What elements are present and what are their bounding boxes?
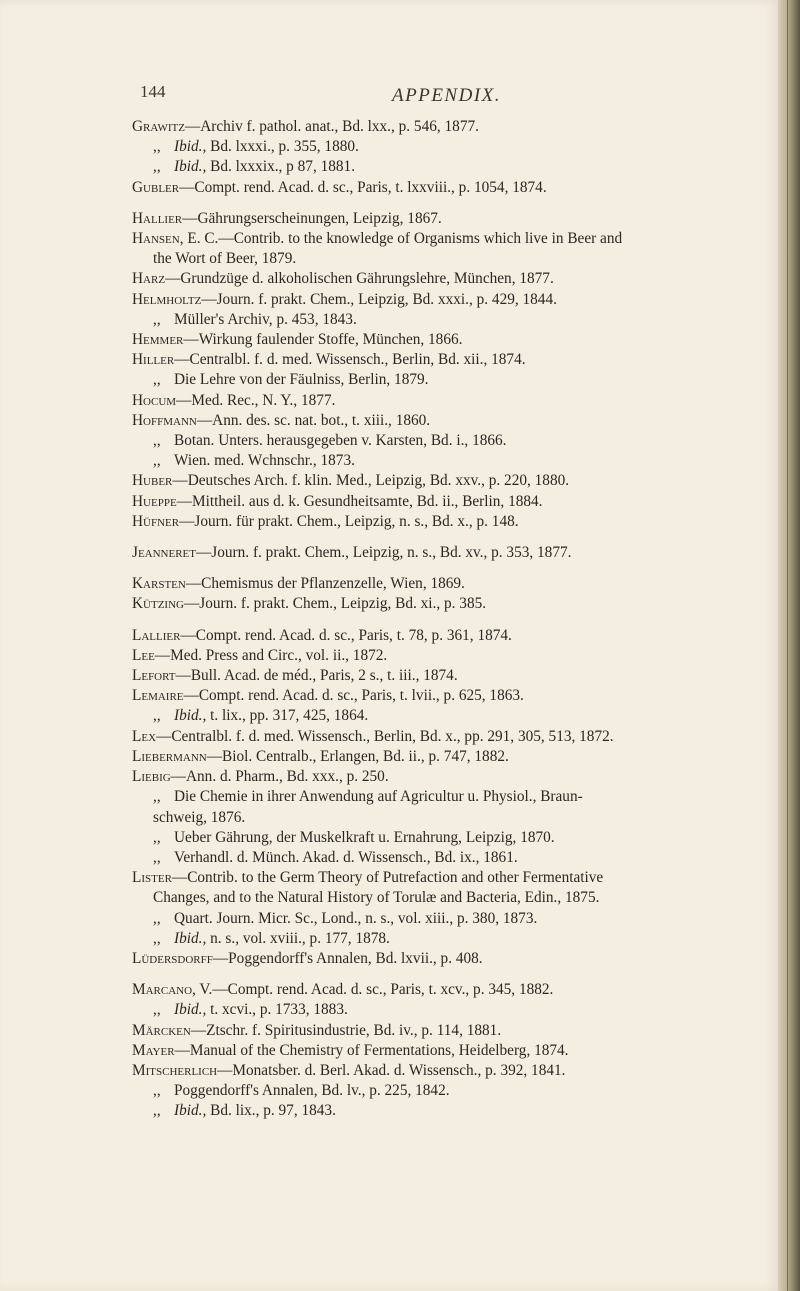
author-name: Gubler xyxy=(132,178,180,196)
entry-text: t. xcvi., p. 1733, 1883. xyxy=(206,1001,348,1019)
entry-text: —Monatsber. d. Berl. Akad. d. Wissensch., p. 392, 1841. xyxy=(217,1061,566,1079)
bibliography-entry xyxy=(0,229,780,249)
entry-text: —Gährungserscheinungen, Leipzig, 1867. xyxy=(182,209,442,227)
author-name: Liebermann xyxy=(132,747,207,765)
entry-text: —Compt. rend. Acad. d. sc., Paris, t. lxxviii., p. 1054, 1874. xyxy=(179,178,547,196)
continuation-entry xyxy=(0,157,780,177)
bibliography-entry xyxy=(0,471,780,491)
ditto-mark: ,, xyxy=(153,828,161,846)
entry-text: —Poggendorff's Annalen, Bd. lxvii., p. 408. xyxy=(212,949,483,967)
author-name: Lallier xyxy=(132,626,181,644)
continuation-entry xyxy=(0,706,780,726)
entry-text: the Wort of Beer, 1879. xyxy=(153,250,297,268)
author-name: Huber xyxy=(132,472,173,490)
author-name: Liebig xyxy=(132,768,171,786)
entry-text: —Manual of the Chemistry of Fermentations, Heidelberg, 1874. xyxy=(174,1041,569,1059)
entry-text: —Med. Rec., N. Y., 1877. xyxy=(176,391,336,409)
ibid-label: Ibid., xyxy=(174,1001,207,1019)
ditto-mark: ,, xyxy=(153,788,161,806)
ibid-label: Ibid., xyxy=(174,929,207,947)
ditto-mark: ,, xyxy=(153,158,161,176)
ibid-label: Ibid., xyxy=(174,1102,207,1120)
entry-text: —Mittheil. aus d. k. Gesundheitsamte, Bd. ii., Berlin, 1884. xyxy=(176,492,543,510)
author-name: Lister xyxy=(132,869,172,887)
ditto-mark: ,, xyxy=(153,310,161,328)
group-gap xyxy=(0,532,780,543)
entry-text: —Ann. d. Pharm., Bd. xxx., p. 250. xyxy=(170,768,389,786)
bibliography-entry xyxy=(0,980,780,1000)
bibliography-entry xyxy=(0,117,780,137)
bibliography-entry xyxy=(0,209,780,229)
entry-text: —Journ. f. prakt. Chem., Leipzig, Bd. xi., p. 385. xyxy=(183,595,487,613)
entry-text: —Journ. f. prakt. Chem., Leipzig, Bd. xxxi., p. 429, 1844. xyxy=(201,290,557,308)
bibliography-entry xyxy=(0,391,780,411)
bibliography-entry xyxy=(0,178,780,198)
author-name: Hemmer xyxy=(132,331,184,349)
author-name: Grawitz xyxy=(132,118,185,135)
bibliography-entry xyxy=(0,868,780,888)
entry-text: Poggendorff's Annalen, Bd. lv., p. 225, 1842. xyxy=(174,1082,450,1100)
entry-text: t. lix., pp. 317, 425, 1864. xyxy=(206,707,369,725)
entry-text: —Compt. rend. Acad. d. sc., Paris, t. lvii., p. 625, 1863. xyxy=(183,687,524,705)
ibid-label: Ibid., xyxy=(174,138,207,156)
entry-text: Die Chemie in ihrer Anwendung auf Agricultur u. Physiol., Braun- xyxy=(174,788,583,806)
bibliography-entry xyxy=(0,747,780,767)
wrapped-line xyxy=(0,249,780,269)
entry-text: n. s., vol. xviii., p. 177, 1878. xyxy=(206,929,390,947)
entry-text: Botan. Unters. herausgegeben v. Karsten, Bd. i., 1866. xyxy=(174,432,507,450)
entry-text: —Med. Press and Circ., vol. ii., 1872. xyxy=(154,646,388,664)
bibliography-entry xyxy=(0,666,780,686)
entry-text: —Archiv f. pathol. anat., Bd. lxx., p. 546, 1877. xyxy=(184,118,479,135)
continuation-entry xyxy=(0,929,780,949)
entry-text: —Ztschr. f. Spiritusindustrie, Bd. iv., p. 114, 1881. xyxy=(190,1021,502,1039)
page-edge xyxy=(778,0,800,1291)
entry-text: —Biol. Centralb., Erlangen, Bd. ii., p. 747, 1882. xyxy=(206,747,509,765)
ditto-mark: ,, xyxy=(153,432,161,450)
group-gap xyxy=(0,615,780,626)
author-name: Harz xyxy=(132,270,166,288)
bibliography-entry xyxy=(0,269,780,289)
author-name: Lüdersdorff xyxy=(132,949,213,967)
entry-text: —Centralbl. f. d. med. Wissensch., Berlin, Bd. xii., 1874. xyxy=(174,351,526,369)
ibid-label: Ibid., xyxy=(174,158,207,176)
bibliography-entry xyxy=(0,492,780,512)
entry-text: Bd. lix., p. 97, 1843. xyxy=(206,1102,336,1120)
author-name: Karsten xyxy=(132,575,186,593)
bibliography-entry xyxy=(0,646,780,666)
bibliography-entry xyxy=(0,290,780,310)
author-name: Lemaire xyxy=(132,687,184,705)
bibliography-entry xyxy=(0,686,780,706)
bibliography-entry xyxy=(0,574,780,594)
bibliography-entry xyxy=(0,949,780,969)
entry-text: —Grundzüge d. alkoholischen Gährungslehre, München, 1877. xyxy=(165,270,554,288)
entry-text: —Compt. rend. Acad. d. sc., Paris, t. xcv., p. 345, 1882. xyxy=(212,981,554,999)
entry-text: —Ann. des. sc. nat. bot., t. xiii., 1860. xyxy=(196,411,431,429)
ditto-mark: ,, xyxy=(153,452,161,470)
author-name: Hüfner xyxy=(132,512,180,530)
author-name: Hoffmann xyxy=(132,411,197,429)
entry-text: —Contrib. to the Germ Theory of Putrefaction and other Fermentative xyxy=(171,869,604,887)
bibliography-entry xyxy=(0,594,780,614)
bibliography-entry xyxy=(0,1021,780,1041)
author-name: Lee xyxy=(132,646,155,664)
entry-text: Wien. med. Wchnschr., 1873. xyxy=(174,452,355,470)
entry-text: —Journ. f. prakt. Chem., Leipzig, n. s., Bd. xv., p. 353, 1877. xyxy=(196,544,572,562)
entry-text: Bd. lxxxi., p. 355, 1880. xyxy=(206,138,359,156)
bibliography-entry xyxy=(0,350,780,370)
continuation-entry xyxy=(0,370,780,390)
author-name: Mitscherlich xyxy=(132,1061,218,1079)
entry-text: —Journ. für prakt. Chem., Leipzig, n. s., Bd. x., p. 148. xyxy=(179,512,519,530)
ditto-mark: ,, xyxy=(153,1102,161,1120)
author-name: Marcano, V. xyxy=(132,981,213,999)
entry-text: —Deutsches Arch. f. klin. Med., Leipzig, Bd. xxv., p. 220, 1880. xyxy=(172,472,570,490)
ditto-mark: ,, xyxy=(153,1082,161,1100)
entry-text: —Wirkung faulender Stoffe, München, 1866. xyxy=(183,331,463,349)
group-gap xyxy=(0,198,780,209)
continuation-entry xyxy=(0,1101,780,1121)
author-name: Jeanneret xyxy=(132,544,196,562)
continuation-entry xyxy=(0,828,780,848)
author-name: Märcken xyxy=(132,1021,191,1039)
continuation-entry xyxy=(0,848,780,868)
entry-text: —Centralbl. f. d. med. Wissensch., Berlin, Bd. x., pp. 291, 305, 513, 1872. xyxy=(156,727,614,745)
page-header xyxy=(0,82,780,120)
continuation-entry xyxy=(0,1000,780,1020)
wrapped-line xyxy=(0,888,780,908)
bibliography-entry xyxy=(0,626,780,646)
entry-text: —Chemismus der Pflanzenzelle, Wien, 1869. xyxy=(185,575,465,593)
bibliography-entry xyxy=(0,512,780,532)
continuation-entry xyxy=(0,451,780,471)
entry-text: —Contrib. to the knowledge of Organisms which live in Beer and xyxy=(218,230,623,248)
bibliography-entry xyxy=(0,767,780,787)
entry-text: Die Lehre von der Fäulniss, Berlin, 1879. xyxy=(174,371,429,389)
page-number: 144 xyxy=(140,82,166,101)
bibliography-entry xyxy=(0,543,780,563)
continuation-entry xyxy=(0,137,780,157)
continuation-entry xyxy=(0,431,780,451)
continuation-entry xyxy=(0,310,780,330)
group-gap xyxy=(0,563,780,574)
wrapped-line xyxy=(0,808,780,828)
bibliography-list xyxy=(0,117,780,1122)
bibliography-entry xyxy=(0,330,780,350)
entry-text: Ueber Gährung, der Muskelkraft u. Ernahrung, Leipzig, 1870. xyxy=(174,828,555,846)
bibliography-entry xyxy=(0,727,780,747)
bibliography-entry xyxy=(0,411,780,431)
ditto-mark: ,, xyxy=(153,929,161,947)
author-name: Helmholtz xyxy=(132,290,202,308)
entry-text: —Compt. rend. Acad. d. sc., Paris, t. 78, p. 361, 1874. xyxy=(180,626,512,644)
author-name: Mayer xyxy=(132,1041,175,1059)
continuation-entry xyxy=(0,909,780,929)
entry-text: Quart. Journ. Micr. Sc., Lond., n. s., vol. xiii., p. 380, 1873. xyxy=(174,909,538,927)
bibliography-entry xyxy=(0,1041,780,1061)
continuation-entry xyxy=(0,1081,780,1101)
entry-text: Verhandl. d. Münch. Akad. d. Wissensch., Bd. ix., 1861. xyxy=(174,848,518,866)
ibid-label: Ibid., xyxy=(174,707,207,725)
entry-text: Bd. lxxxix., p 87, 1881. xyxy=(206,158,356,176)
continuation-entry xyxy=(0,787,780,807)
ditto-mark: ,, xyxy=(153,707,161,725)
author-name: Kützing xyxy=(132,595,184,613)
entry-text: —Bull. Acad. de méd., Paris, 2 s., t. iii., 1874. xyxy=(175,667,458,685)
entry-text: Müller's Archiv, p. 453, 1843. xyxy=(174,310,357,328)
bibliography-entry xyxy=(0,1061,780,1081)
ditto-mark: ,, xyxy=(153,138,161,156)
entry-text: schweig, 1876. xyxy=(153,808,246,826)
running-head: APPENDIX. xyxy=(392,85,502,106)
group-gap xyxy=(0,969,780,980)
author-name: Lex xyxy=(132,727,157,745)
ditto-mark: ,, xyxy=(153,848,161,866)
author-name: Lefort xyxy=(132,667,176,685)
author-name: Hansen, E. C. xyxy=(132,230,219,248)
ditto-mark: ,, xyxy=(153,371,161,389)
author-name: Hocum xyxy=(132,391,177,409)
author-name: Hiller xyxy=(132,351,175,369)
author-name: Hueppe xyxy=(132,492,177,510)
author-name: Hallier xyxy=(132,209,183,227)
ditto-mark: ,, xyxy=(153,909,161,927)
entry-text: Changes, and to the Natural History of Torulæ and Bacteria, Edin., 1875. xyxy=(153,889,600,907)
ditto-mark: ,, xyxy=(153,1001,161,1019)
